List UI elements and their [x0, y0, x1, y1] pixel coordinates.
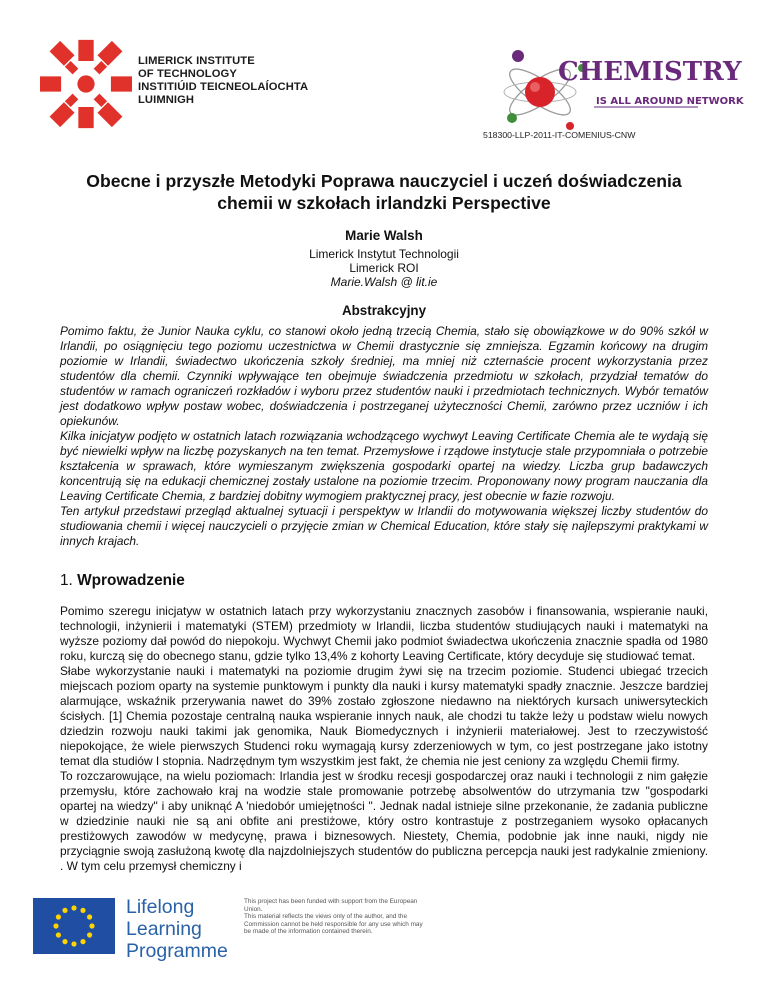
section-title: Wprowadzenie: [77, 572, 185, 589]
body-paragraph: To rozczarowujące, na wielu poziomach: Irlandia jest w środku recesji gospodarczej oraz nauki i technologii z nim gałęzie przemysłu, które zachowało kraj na wodzie stale promowanie potrzebę absolwentów do utrzymania tzw "gospodarki opartej na wiedzy" i aby uniknąć A 'niedobór umiejętności ". Jednak nadal istnieje silne przekonanie, że zadania publiczne w dziedzinie nauki nie są ani obfite ani prestiżowe, który ostro kontrastuje z postrzeganiem wysoko opłacanych prestiżowych zawodów w medycynę, prawa i biznesowych. Niestety, Chemia, podobnie jak inne nauki, nigdy nie przyciągnie swoją zasłużoną kwotę dla najzdolniejszych studentów do publiczna percepcja nauki jest radykalnie zmieniony. . W tym celu przemysł chemiczny i: [60, 769, 708, 873]
abstract: [60, 324, 708, 549]
affiliation: Limerick Instytut Technologii: [309, 247, 459, 261]
llp-line: Programme: [126, 940, 228, 962]
body-paragraph: Pomimo szeregu inicjatyw w ostatnich latach przy wykorzystaniu znacznych zasobów i finansowania, wspieranie nauki, technologii, inżynierii i matematyki (STEM) przedmioty w Irlandii, liczba studentów studiujących nauki i matematyki na wyższe poziomy dał powód do niepokoju. Wychwyt Chemii jako podmiot świadectwa ukończenia znacznie spadła od 1980 roku, kurczą się do obecnego stanu, gdzie tylko 13,4% z kohorty Leaving Certificate, który decyduje się studiować temat.: [60, 604, 708, 663]
llp-line: Lifelong: [126, 896, 195, 918]
project-code: 518300-LLP-2011-IT-COMENIUS-CNW: [483, 130, 636, 140]
body-text: [60, 604, 708, 874]
author-email: Marie.Walsh @ lit.ie: [330, 275, 438, 289]
abstract-paragraph: Ten artykuł przedstawi przegląd aktualnej sytuacji i perspektyw w Irlandii do motywowania większej liczby studentów do studiowania chemii i więcej nauczycieli o przyjęcie zmian w Chemical Education, które stały się najlepszymi praktykami w innych krajach.: [60, 504, 708, 548]
abstract-paragraph: Kilka inicjatyw podjęto w ostatnich latach rozwiązania wchodzącego wychwyt Leaving Certificate Chemia ale te wydają się być niewielki wpływ na liczbę pozyskanych na ten temat. Przemysłowe i rządowe instytucje stale przypomniała o potrzebie kształcenia w sprawach, które wymieszanym zwiększenia gospodarki opartej na wiedzy. Liczba grup badawczych koncentrują się na edukacji chemicznej zostały ustalone na poziomie trzecim. Proponowany nowy program nauczania dla Leaving Certificate Chemia, z bardziej dobitny wymogiem praktycznej pracy, jest obecnie w fazie rozwoju.: [60, 429, 708, 503]
affiliation-location: Limerick ROI: [349, 261, 419, 275]
funding-line: This material reflects the views only of the author, and the Commission cannot be held responsible for any use which may be made of the information contained therein.: [244, 913, 423, 936]
abstract-heading: Abstrakcyjny: [341, 303, 427, 318]
section-number: 1.: [60, 572, 73, 589]
chemistry-network-logo: [498, 38, 744, 134]
eu-flag-icon: [33, 898, 115, 954]
lifelong-learning-programme: [126, 896, 228, 962]
institute-line: LUIMNIGH: [138, 94, 195, 106]
llp-line: Learning: [126, 918, 202, 940]
funding-line: This project has been funded with support from the European Union.: [244, 898, 418, 913]
body-paragraph: Słabe wykorzystanie nauki i matematyki na poziomie drugim żywi się na trzecim poziomie. Studenci ubiegać trzecich miejscach poziom oparty na systemie punktowym i punkty dla nauki i kursy matematyki spadły znacznie. Jeszcze bardziej alarmujące, wskaźnik przerywania nawet do 39% zostało zgłoszone niedawno na niektórych kursach uniwersyteckich ścisłych. [1] Chemia pozostaje centralną nauka wspieranie innych nauk, ale chodzi tu także leży u podstaw wielu nowych dziedzin rozwoju nauki takimi jak genomika, Nauk Biomedycznych i inżynierii materiałowej. Jest to rzeczywistość niepokojące, że wiele pierwszych Studenci roku wymagają kursy zderzeniowych w tym, co jest postrzegane jako istotny temat dla studiów I stopnia. Nadrzędnym tym wszystkim jest fakt, że chemia nie jest ceniony za względu Chemii firmy.: [60, 664, 708, 768]
institute-name: [138, 55, 308, 107]
author-name: Marie Walsh: [345, 228, 423, 243]
chemistry-logo-tagline: IS ALL AROUND NETWORK: [596, 96, 744, 107]
institute-line: OF TECHNOLOGY: [138, 68, 237, 80]
abstract-paragraph: Pomimo faktu, że Junior Nauka cyklu, co stanowi około jedną trzecią Chemia, stało się obowiązkowe w do 90% szkół w Irlandii, po osiągnięciu tego poziomu uczestnictwa w Chemii drastycznie się zmniejsza. Egzamin końcowy na drugim poziomie w Irlandii, świadectwo ukończenia szkoły średniej, ma mniej niż czternaście procent wykorzystania przez studentów dla chemii. Czynniki wpływające ten obejmuje świadczenia przedmiotu w szkołach, przydział tematów do studentów w ramach ograniczeń rozkładów i wyboru przez studentów nauki i przedmiotach technicznych. Wybór tematów jest dodatkowo wpływ postaw wobec, doświadczenia i postrzeganej użyteczności Chemii, zarówno przez uczniów i ich opiekunów.: [60, 324, 708, 428]
section-heading: [60, 572, 185, 590]
paper-title: Obecne i przyszłe Metodyki Poprawa nauczyciel i uczeń doświadczenia chemii w szkołach irlandzki Perspective: [86, 171, 682, 213]
funding-disclaimer: [244, 898, 424, 936]
institute-line: INSTITIÚID TEICNEOLAÍOCHTA: [138, 81, 309, 93]
institute-line: LIMERICK INSTITUTE: [138, 55, 255, 67]
lit-logo-icon: [38, 38, 134, 130]
chemistry-logo-word: CHEMISTRY: [558, 57, 742, 87]
